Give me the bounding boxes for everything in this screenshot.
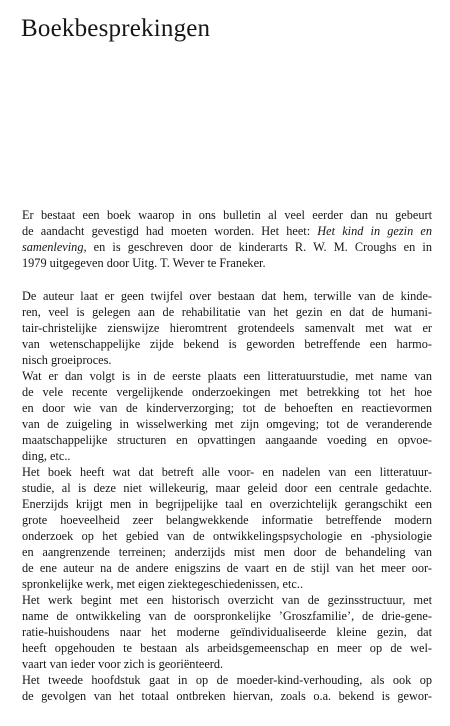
text-line (22, 544, 432, 560)
text-fragment: en door wie van de kinderverzorging; tot de behoeften en reactievormen (22, 401, 432, 415)
text-fragment: maatschappelijke structuren en opvattingen aangaande voeding en opvoe- (22, 433, 432, 447)
text-line (22, 672, 432, 688)
text-line (22, 239, 432, 255)
text-fragment: 1979 uitgegeven door Uitg. T. Wever te Franeker. (22, 256, 266, 270)
text-line (22, 512, 432, 528)
text-fragment: de ene auteur na de andere enigszins de vaart en de stijl van het meer oor- (22, 561, 432, 575)
text-fragment: studie, al is deze niet willekeurig, maar geleid door een centrale gedachte. (22, 481, 432, 495)
text-line (22, 336, 432, 352)
text-fragment: de gevolgen van het totaal ontbreken hiervan, zoals o.a. bekend is gewor- (22, 689, 432, 703)
text-line (22, 608, 432, 624)
text-line (22, 624, 432, 640)
text-line (22, 480, 432, 496)
text-fragment: en aangrenzende terreinen; anderzijds mist men door de behandeling van (22, 545, 432, 559)
text-line (22, 320, 432, 336)
text-line (22, 304, 432, 320)
text-line (22, 640, 432, 656)
text-fragment: name de ontwikkeling van de oorspronkelijke ’Groszfamilie’, de drie-gene- (22, 609, 432, 623)
text-fragment: samenleving, (22, 240, 87, 254)
text-line (22, 288, 432, 304)
text-line (22, 400, 432, 416)
text-line (22, 688, 432, 704)
text-fragment: Enerzijds krijgt men in begrijpelijke taal en overzichtelijk gerangschikt een (22, 497, 432, 511)
text-line (22, 464, 432, 480)
text-fragment: ratie-huishoudens naar het moderne geïndividualiseerde kleine gezin, dat (22, 625, 432, 639)
text-fragment: Het boek heeft wat dat betreft alle voor- en nadelen van een litteratuur- (22, 465, 432, 479)
text-fragment: heeft opgehouden te bestaan als arbeidsgemeenschap en meer op de wel- (22, 641, 432, 655)
text-line (22, 656, 432, 672)
text-fragment: ding, etc.. (22, 449, 71, 463)
text-fragment: de aandacht gevestigd had moeten worden. Het heet: (22, 224, 318, 238)
text-line (22, 528, 432, 544)
text-line (22, 448, 432, 464)
text-line (22, 207, 432, 223)
text-fragment: spronkelijke werk, met eigen ziektegeschiedenissen, etc.. (22, 577, 304, 591)
text-line (22, 384, 432, 400)
text-fragment: ren, veel is gelegen aan de rehabilitatie van het gezin en dat de humani- (22, 305, 432, 319)
text-line (22, 432, 432, 448)
text-line (22, 255, 432, 271)
text-fragment: de vele recente vergelijkende onderzoekingen met betrekking tot het hoe (22, 385, 432, 399)
text-fragment: Wat er dan volgt is in de eerste plaats een litteratuurstudie, met name van (22, 369, 432, 383)
text-fragment: Er bestaat een boek waarop in ons bulletin al veel eerder dan nu gebeurt (22, 208, 432, 222)
text-line (22, 576, 432, 592)
text-fragment: tair-christelijke zienswijze hieromtrent grotendeels samenvalt met wat er (22, 321, 432, 335)
text-line (22, 223, 432, 239)
text-fragment: De auteur laat er geen twijfel over bestaan dat hem, terwille van de kinde- (22, 289, 432, 303)
text-line (22, 352, 432, 368)
page-title: Boekbesprekingen (21, 15, 211, 42)
text-line (22, 560, 432, 576)
text-line (22, 368, 432, 384)
text-fragment: en is geschreven door de kinderarts R. W. M. Croughs en in (86, 240, 432, 254)
text-fragment: grote hoeveelheid zeer belangwekkende informatie betreffende modern (22, 513, 432, 527)
text-fragment: nisch groeiproces. (22, 353, 112, 367)
text-fragment: Het tweede hoofdstuk gaat in op de moeder-kind-verhouding, als ook op (22, 673, 432, 687)
text-fragment: Het kind in gezin en (317, 224, 432, 238)
text-line (22, 416, 432, 432)
text-fragment: Het werk begint met een historisch overzicht van de gezinsstructuur, met (22, 593, 432, 607)
text-line (22, 592, 432, 608)
text-line (22, 496, 432, 512)
text-fragment: van de zuigeling in wisselwerking met zijn omgeving; tot de veranderende (22, 417, 432, 431)
text-fragment: vaart van ieder voor zich is georiënteerd. (22, 657, 224, 671)
text-fragment: van wetenschappelijke zijde bekend is geworden betreffende een harmo- (22, 337, 432, 351)
text-fragment: onderzoek op het gebied van de ontwikkelingspsychologie en -physiologie (22, 529, 432, 543)
